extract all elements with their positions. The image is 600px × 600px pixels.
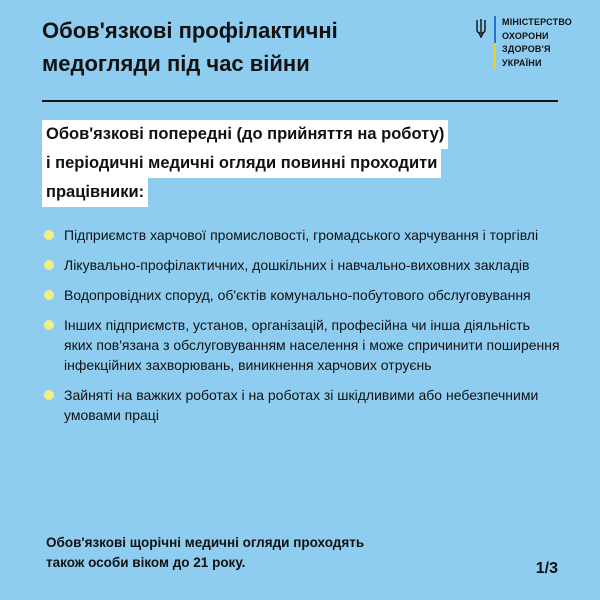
- bullet-dot: [44, 290, 54, 300]
- trident-icon: [474, 18, 488, 38]
- title-line: медогляди під час війни: [42, 51, 310, 76]
- bullet-dot: [44, 230, 54, 240]
- list-item-text: Підприємств харчової промисловості, громадського харчування і торгівлі: [64, 227, 539, 243]
- page-number: 1/3: [535, 560, 558, 577]
- title-line: Обов'язкові профілактичні: [42, 18, 338, 43]
- list-item-text: Інших підприємств, установ, організацій, професійна чи інша діяльність яких пов'язана з обслуговуванням населення і може спричинити поширення інфекційних захворювань, виникнення харчових отруєнь: [64, 317, 560, 373]
- ministry-name: [502, 16, 572, 70]
- list-item: [42, 255, 562, 275]
- bullet-dot: [44, 320, 54, 330]
- ministry-logo: [474, 16, 572, 70]
- intro-line: Обов'язкові попередні (до прийняття на роботу): [42, 120, 448, 149]
- ministry-name-line: МІНІСТЕРСТВО: [502, 17, 573, 27]
- workers-list: [42, 225, 562, 435]
- page-title: [42, 14, 402, 80]
- footer-note: Обов'язкові щорічні медичні огляди проходять також особи віком до 21 року.: [46, 535, 365, 570]
- flag-bar: [494, 16, 496, 70]
- list-item: [42, 385, 562, 425]
- list-item: [42, 315, 562, 375]
- ministry-name-line: УКРАЇНИ: [502, 57, 542, 68]
- bullet-dot: [44, 260, 54, 270]
- intro-text: [42, 120, 542, 207]
- bullet-dot: [44, 390, 54, 400]
- intro-line: працівники:: [42, 178, 148, 207]
- list-item: [42, 285, 562, 305]
- list-item-text: Лікувально-профілактичних, дошкільних і навчально-виховних закладів: [64, 257, 530, 273]
- ministry-name-line: ОХОРОНИ: [502, 30, 549, 41]
- list-item: [42, 225, 562, 245]
- intro-line: і періодичні медичні огляди повинні проходити: [42, 149, 441, 178]
- list-item-text: Зайняті на важких роботах і на роботах зі шкідливими або небезпечними умовами праці: [64, 387, 539, 423]
- list-item-text: Водопровідних споруд, об'єктів комунально-побутового обслуговування: [64, 287, 531, 303]
- title-divider: [42, 100, 558, 102]
- ministry-name-line: ЗДОРОВ'Я: [502, 44, 551, 54]
